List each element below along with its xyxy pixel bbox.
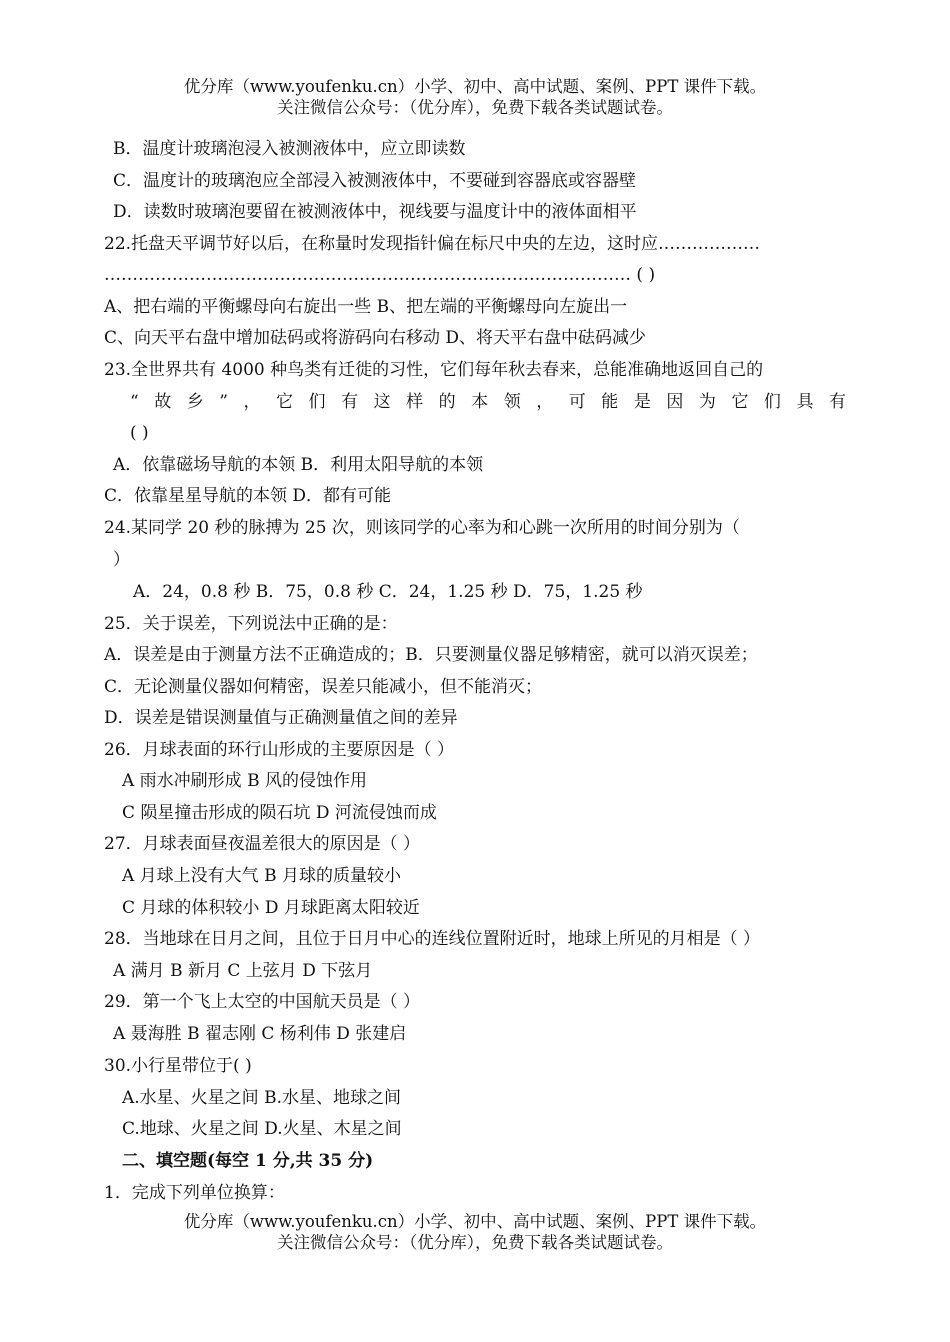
q23-stem-line-3: ( ) xyxy=(130,423,149,443)
q21-option-c: C．温度计的玻璃泡应全部浸入被测液体中，不要碰到容器底或容器壁 xyxy=(113,171,637,191)
q25-options-ab: A．误差是由于测量方法不正确造成的；B．只要测量仪器足够精密，就可以消灭误差； xyxy=(104,645,758,665)
q27-options-cd: C 月球的体积较小 D 月球距离太阳较近 xyxy=(122,898,420,918)
q28-stem: 28．当地球在日月之间，且位于日月中心的连线位置附近时，地球上所见的月相是（ ） xyxy=(104,929,761,949)
q29-options: A 聂海胜 B 翟志刚 C 杨利伟 D 张建启 xyxy=(113,1024,407,1044)
q30-stem: 30.小行星带位于( ) xyxy=(104,1056,252,1076)
q23-options-ab: A．依靠磁场导航的本领 B．利用太阳导航的本领 xyxy=(113,455,484,475)
q23-stem-line-2: “故乡”，它们有这样的本领，可能是因为它们具有 xyxy=(130,392,846,412)
q30-options-cd: C.地球、火星之间 D.火星、木星之间 xyxy=(122,1119,402,1139)
section-2-title: 二、填空题(每空 1 分,共 35 分) xyxy=(122,1151,374,1171)
header-line-1: 优分库（www.youfenku.cn）小学、初中、高中试题、案例、PPT 课件下载。 xyxy=(183,77,767,96)
q25-option-d: D．误差是错误测量值与正确测量值之间的差异 xyxy=(104,708,458,728)
q23-options-cd: C．依靠星星导航的本领 D．都有可能 xyxy=(104,486,392,506)
q22-stem-line-1: 22.托盘天平调节好以后，在称量时发现指针偏在标尺中央的左边，这时应……………… xyxy=(104,234,761,254)
q21-option-d: D．读数时玻璃泡要留在被测液体中，视线要与温度计中的液体面相平 xyxy=(113,202,637,222)
q25-stem: 25．关于误差，下列说法中正确的是： xyxy=(104,614,398,634)
footer-line-2: 关注微信公众号：（优分库），免费下载各类试题试卷。 xyxy=(277,1233,673,1252)
q27-options-ab: A 月球上没有大气 B 月球的质量较小 xyxy=(122,866,401,886)
fill-q1-stem: 1．完成下列单位换算： xyxy=(104,1183,285,1203)
q28-options: A 满月 B 新月 C 上弦月 D 下弦月 xyxy=(113,961,373,981)
q25-option-c: C．无论测量仪器如何精密，误差只能减小，但不能消灭； xyxy=(104,677,543,697)
q29-stem: 29．第一个飞上太空的中国航天员是（ ） xyxy=(104,992,421,1012)
q22-options-ab: A、把右端的平衡螺母向右旋出一些 B、把左端的平衡螺母向左旋出一 xyxy=(104,297,628,317)
q26-stem: 26．月球表面的环行山形成的主要原因是（ ） xyxy=(104,740,455,760)
q22-options-cd: C、向天平右盘中增加砝码或将游码向右移动 D、将天平右盘中砝码减少 xyxy=(104,328,647,348)
q23-stem-line-1: 23.全世界共有 4000 种鸟类有迁徙的习性，它们每年秋去春来，总能准确地返回自己的 xyxy=(104,360,764,380)
q30-options-ab: A.水星、火星之间 B.水星、地球之间 xyxy=(122,1088,401,1108)
footer-line-1: 优分库（www.youfenku.cn）小学、初中、高中试题、案例、PPT 课件下载。 xyxy=(183,1212,767,1231)
q24-stem-line-1: 24.某同学 20 秒的脉搏为 25 次，则该同学的心率为和心跳一次所用的时间分别为（ xyxy=(104,518,740,538)
header-line-2: 关注微信公众号：（优分库），免费下载各类试题试卷。 xyxy=(277,98,673,117)
q22-stem-line-2: ………………………………………………………………………………… ( ) xyxy=(104,265,656,285)
q21-option-b: B．温度计玻璃泡浸入被测液体中，应立即读数 xyxy=(113,139,466,159)
q27-stem: 27．月球表面昼夜温差很大的原因是（ ） xyxy=(104,834,421,854)
q26-options-cd: C 陨星撞击形成的陨石坑 D 河流侵蚀而成 xyxy=(122,803,437,823)
q24-options: A．24，0.8 秒 B．75，0.8 秒 C．24，1.25 秒 D．75，1.25 秒 xyxy=(133,582,643,602)
q26-options-ab: A 雨水冲刷形成 B 风的侵蚀作用 xyxy=(122,771,367,791)
q24-stem-line-2: ） xyxy=(113,550,130,570)
